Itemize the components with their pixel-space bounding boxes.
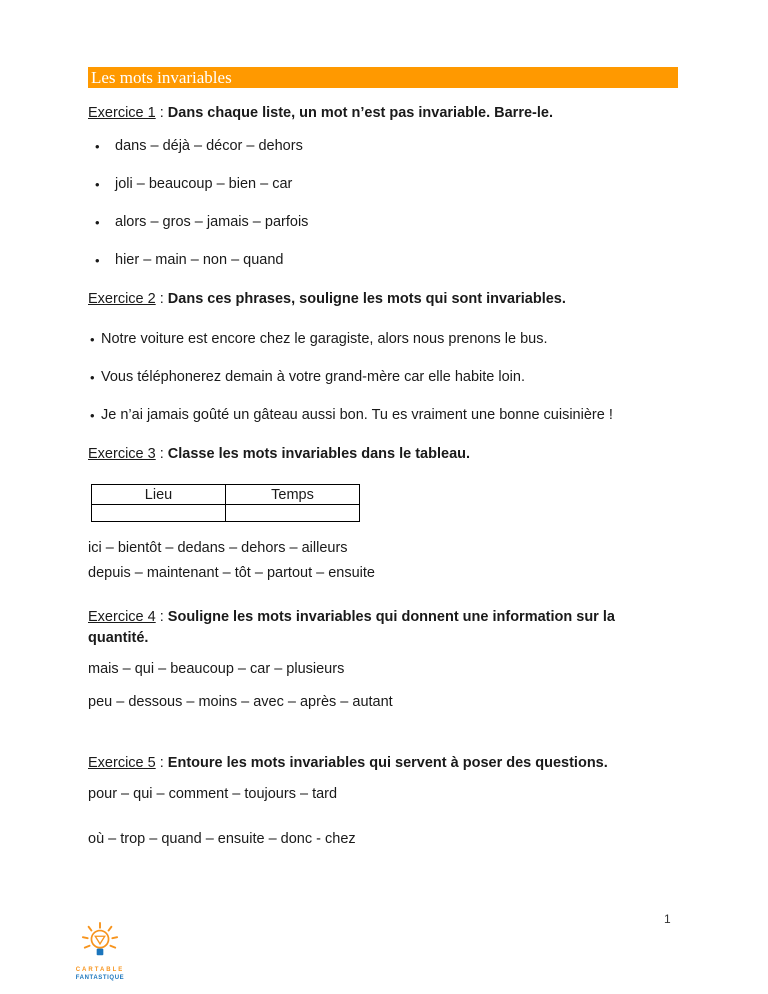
separator: : xyxy=(155,105,168,121)
list-item xyxy=(88,406,678,425)
exercise-2-list xyxy=(88,330,678,425)
list-item xyxy=(88,368,678,387)
exercise-2-heading xyxy=(88,289,678,310)
word-list: peu – dessous – moins – avec – après – autant xyxy=(88,694,393,710)
bullet-icon: • xyxy=(95,253,100,268)
sentence: Notre voiture est encore chez le garagiste, alors nous prenons le bus. xyxy=(101,331,548,347)
table-header-row xyxy=(92,485,360,505)
word-list: alors – gros – jamais – parfois xyxy=(115,214,309,230)
word-list: joli – beaucoup – bien – car xyxy=(115,176,293,192)
exercise-1-label: Exercice 1 xyxy=(88,105,156,121)
list-item xyxy=(88,137,678,156)
exercise-4-instruction: Souligne les mots invariables qui donnent une information sur la quantité. xyxy=(88,609,615,646)
list-item xyxy=(88,330,678,349)
bullet-icon: • xyxy=(90,332,95,347)
exercise-1-instruction: Dans chaque liste, un mot n’est pas invariable. Barre-le. xyxy=(167,105,553,121)
separator: : xyxy=(155,446,168,462)
list-item xyxy=(88,175,678,194)
sentence: Vous téléphonerez demain à votre grand-mère car elle habite loin. xyxy=(101,369,525,385)
document-content xyxy=(88,67,678,849)
exercise-5-instruction: Entoure les mots invariables qui servent à poser des questions. xyxy=(167,755,608,771)
table-cell-empty-temps xyxy=(226,505,360,522)
word-list: où – trop – quand – ensuite – donc - chez xyxy=(88,831,356,847)
cartable-fantastique-logo xyxy=(70,922,130,982)
separator: : xyxy=(155,609,168,625)
exercise-4-label: Exercice 4 xyxy=(88,609,156,625)
document-title-bar xyxy=(88,67,678,88)
word-list: pour – qui – comment – toujours – tard xyxy=(88,786,338,802)
bullet-icon: • xyxy=(95,139,100,154)
bullet-icon: • xyxy=(90,370,95,385)
exercise-3-label: Exercice 3 xyxy=(88,446,156,462)
list-item xyxy=(88,251,678,270)
lightbulb-icon xyxy=(79,922,121,960)
exercise-3-heading xyxy=(88,444,678,465)
table-header-temps: Temps xyxy=(226,485,360,505)
classification-table xyxy=(91,484,360,522)
logo-text-fantastique: FANTASTIQUE xyxy=(75,974,125,981)
exercise-1-list xyxy=(88,137,678,270)
exercise-5-label: Exercice 5 xyxy=(88,755,156,771)
logo-text-cartable: CARTABLE xyxy=(75,966,125,973)
word-list: ici – bientôt – dedans – dehors – ailleurs xyxy=(88,540,348,556)
word-list: dans – déjà – décor – dehors xyxy=(115,138,303,154)
exercise-2-instruction: Dans ces phrases, souligne les mots qui sont invariables. xyxy=(167,291,566,307)
exercise-1-heading xyxy=(88,103,678,124)
table-row xyxy=(92,505,360,522)
document-title: Les mots invariables xyxy=(91,68,232,87)
table-cell-empty-lieu xyxy=(92,505,226,522)
separator: : xyxy=(155,755,168,771)
word-list: mais – qui – beaucoup – car – plusieurs xyxy=(88,661,345,677)
exercise-4-heading xyxy=(88,607,678,649)
exercise-3-instruction: Classe les mots invariables dans le tableau. xyxy=(167,446,471,462)
list-item xyxy=(88,213,678,232)
exercise-5-heading xyxy=(88,753,678,774)
table-header-lieu: Lieu xyxy=(92,485,226,505)
word-list: hier – main – non – quand xyxy=(115,252,284,268)
sentence: Je n’ai jamais goûté un gâteau aussi bon. Tu es vraiment une bonne cuisinière ! xyxy=(101,407,613,423)
separator: : xyxy=(155,291,168,307)
bullet-icon: • xyxy=(90,408,95,423)
bullet-icon: • xyxy=(95,177,100,192)
word-list: depuis – maintenant – tôt – partout – ensuite xyxy=(88,565,375,581)
page-number: 1 xyxy=(664,912,671,926)
bullet-icon: • xyxy=(95,215,100,230)
exercise-2-label: Exercice 2 xyxy=(88,291,156,307)
